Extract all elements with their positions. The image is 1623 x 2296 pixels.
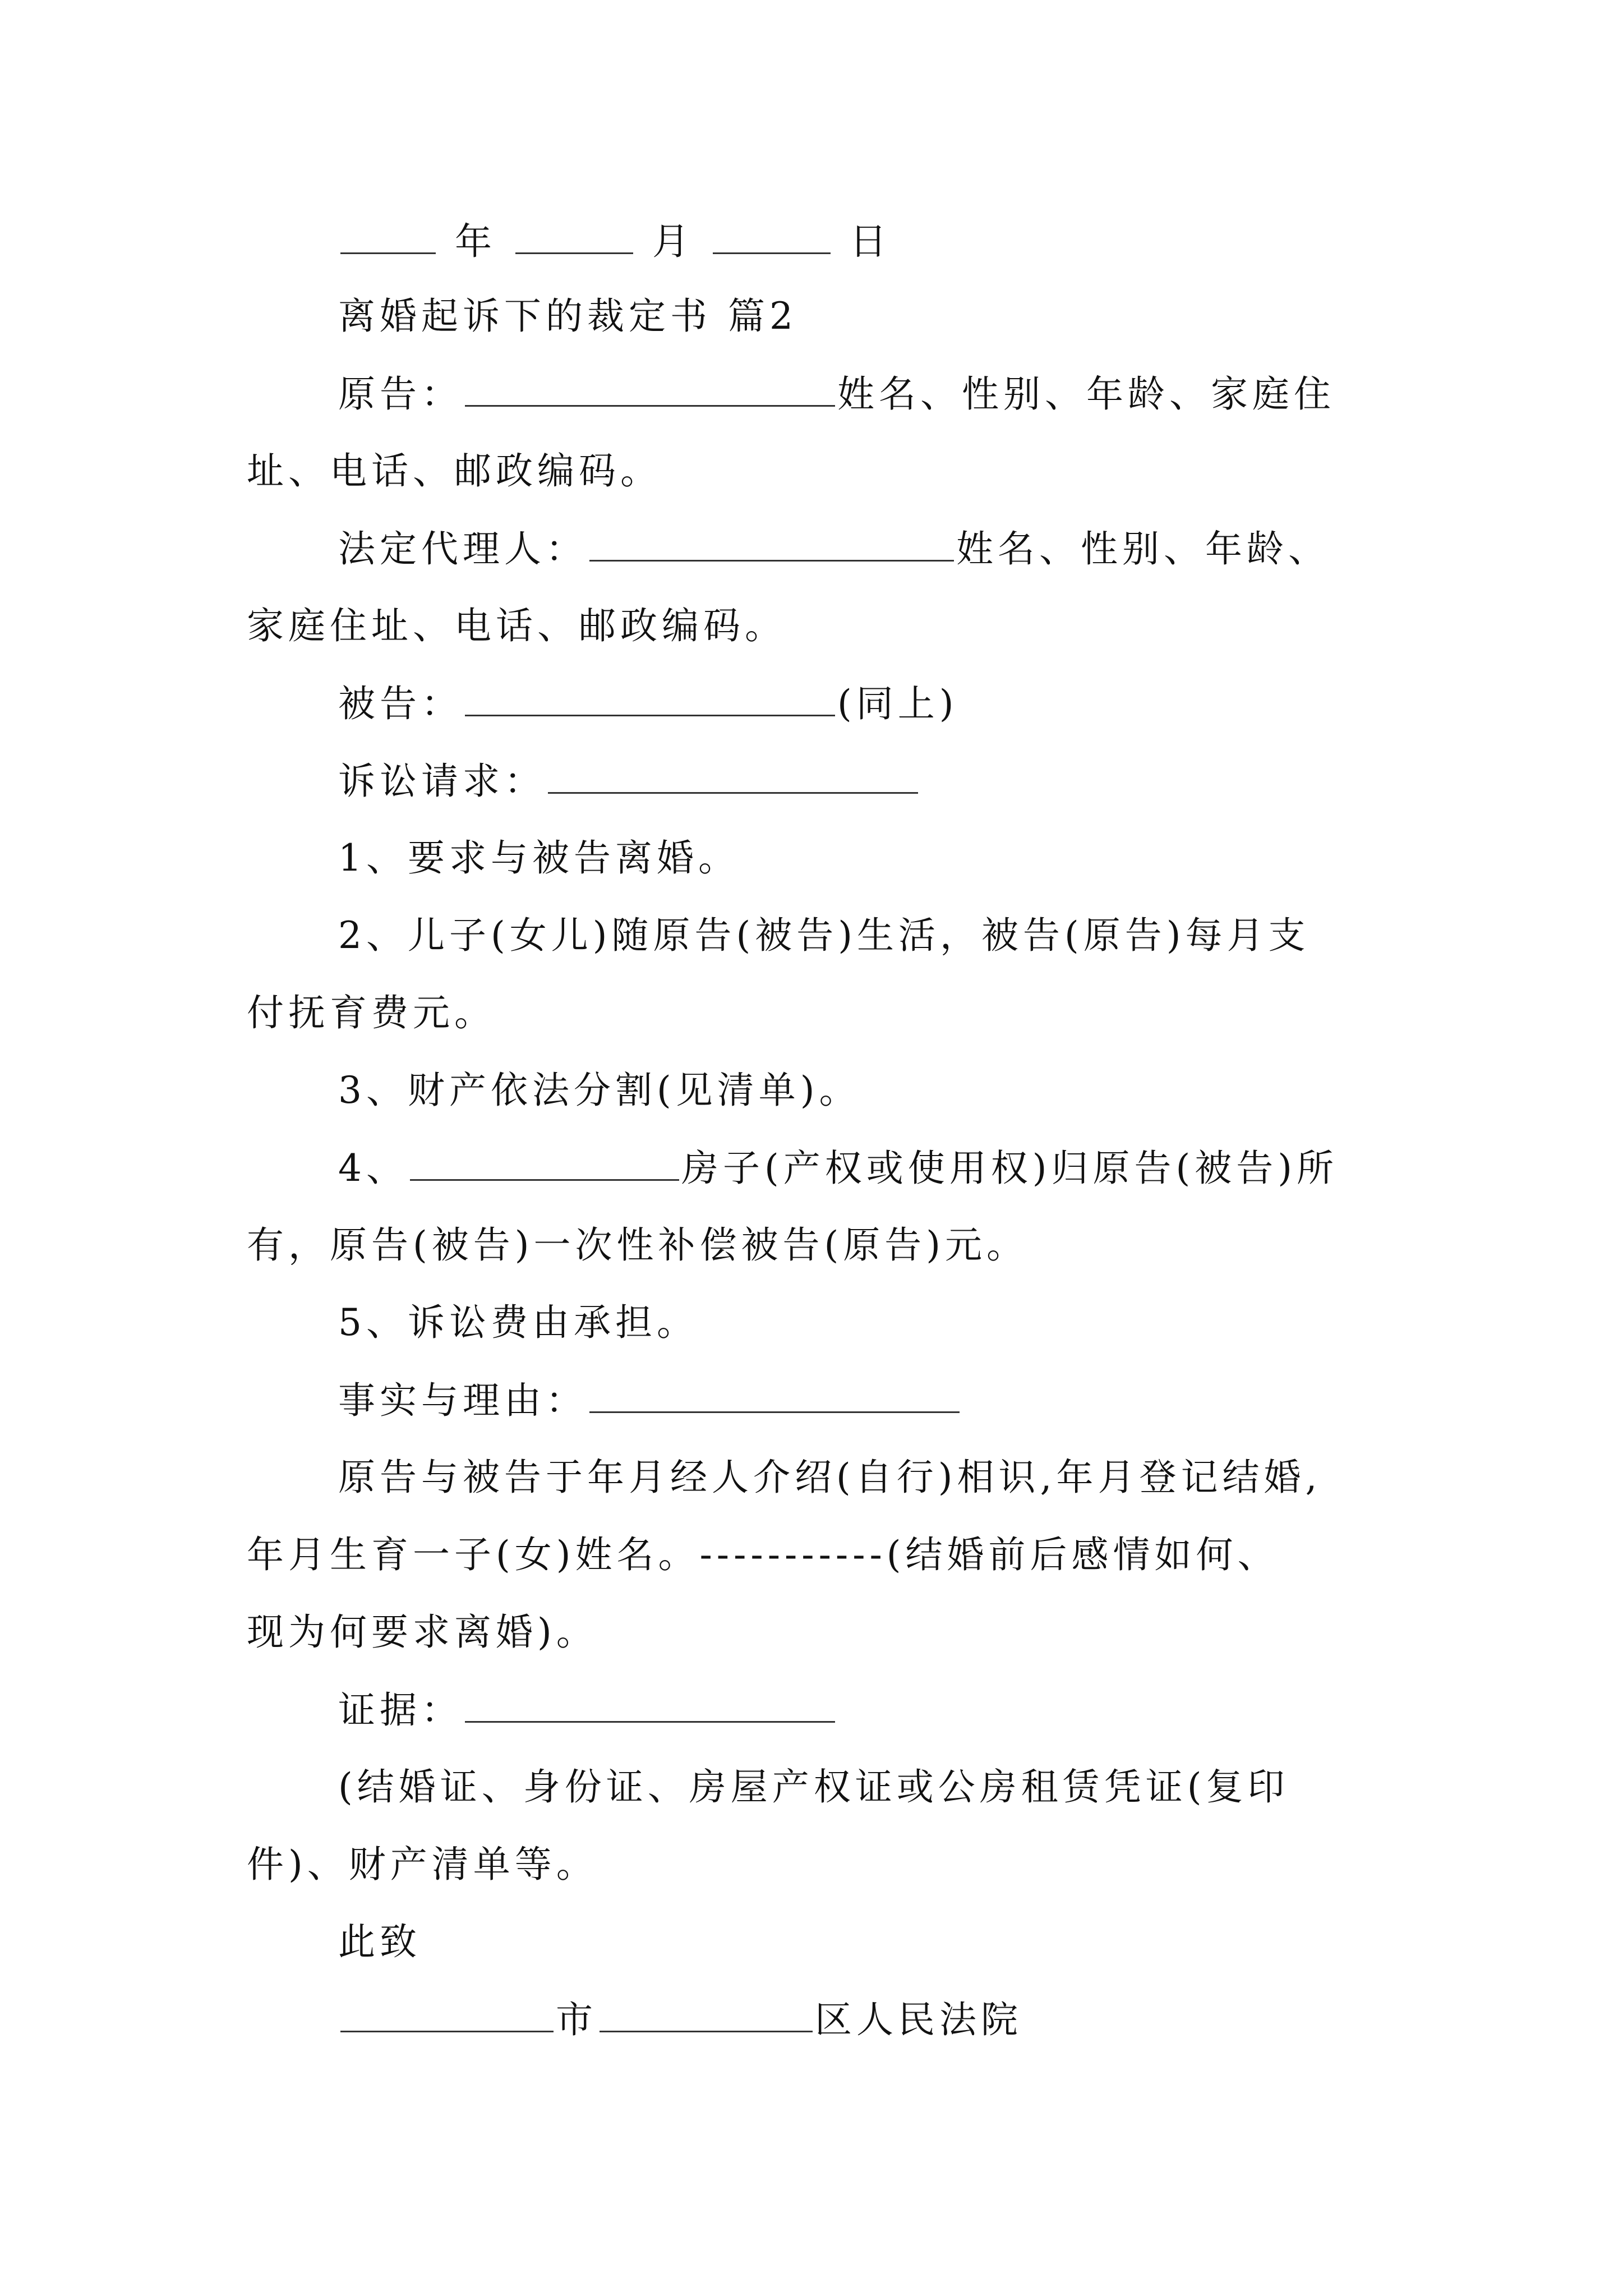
claims-blank[interactable]: [548, 758, 918, 794]
claim-4-tail: 房子(产权或使用权)归原告(被告)所: [681, 1147, 1338, 1190]
claim-4-blank[interactable]: [410, 1145, 679, 1181]
agent-line: [338, 526, 1330, 572]
evidence-line: [338, 1687, 837, 1733]
plaintiff-label: 原告：: [338, 372, 463, 416]
date-line: [338, 219, 908, 264]
facts-text-3: 现为何要求离婚)。: [247, 1611, 598, 1654]
claim-2-cont: 付抚育费元。: [247, 991, 496, 1034]
agent-cont: 家庭住址、电话、邮政编码。: [247, 604, 786, 647]
facts-label: 事实与理由：: [338, 1379, 587, 1422]
plaintiff-cont: 址、电话、邮政编码。: [247, 449, 662, 493]
agent-label: 法定代理人：: [338, 527, 587, 570]
day-blank[interactable]: [713, 219, 831, 254]
facts-blank[interactable]: [589, 1378, 960, 1413]
agent-tail: 姓名、性别、年龄、: [956, 527, 1330, 570]
day-label: 日: [850, 220, 891, 263]
claims-line: [338, 758, 920, 804]
district-label: 区人民法院: [815, 1998, 1022, 2041]
month-blank[interactable]: [515, 219, 633, 254]
claim-4-cont: 有，原告(被告)一次性补偿被告(原告)元。: [247, 1223, 1028, 1267]
claim-2: 2、儿子(女儿)随原告(被告)生活，被告(原告)每月支: [338, 914, 1310, 957]
district-blank[interactable]: [600, 1997, 813, 2032]
evidence-text-1: (结婚证、身份证、房屋产权证或公房租赁凭证(复印: [338, 1765, 1289, 1809]
claim-1: 1、要求与被告离婚。: [338, 836, 740, 880]
facts-text-1: 原告与被告于年月经人介绍(自行)相识,年月登记结婚,: [338, 1456, 1322, 1499]
year-label: 年: [455, 220, 496, 263]
evidence-blank[interactable]: [465, 1687, 835, 1723]
facts-text-2: 年月生育一子(女)姓名。-----------(结婚前后感情如何、: [247, 1533, 1279, 1576]
claim-3: 3、财产依法分割(见清单)。: [338, 1069, 861, 1112]
city-label: 市: [556, 1998, 597, 2041]
city-blank[interactable]: [340, 1997, 554, 2032]
court-line: [338, 1997, 1022, 2042]
plaintiff-tail: 姓名、性别、年龄、家庭住: [837, 372, 1335, 416]
claims-label: 诉讼请求：: [338, 760, 546, 803]
plaintiff-line: [338, 371, 1335, 417]
agent-blank[interactable]: [589, 526, 954, 562]
claim-5: 5、诉讼费由承担。: [338, 1301, 698, 1344]
defendant-blank[interactable]: [465, 681, 835, 716]
evidence-text-2: 件)、财产清单等。: [247, 1843, 598, 1886]
defendant-tail: (同上): [837, 682, 958, 725]
claim-4: [338, 1145, 1338, 1191]
defendant-line: [338, 681, 958, 726]
month-label: 月: [652, 220, 694, 263]
plaintiff-blank[interactable]: [465, 371, 835, 407]
defendant-label: 被告：: [338, 682, 463, 725]
year-blank[interactable]: [340, 219, 436, 254]
facts-line: [338, 1378, 962, 1423]
evidence-label: 证据：: [338, 1688, 463, 1732]
closing: 此致: [338, 1920, 421, 1963]
section-title: 离婚起诉下的裁定书 篇2: [338, 295, 797, 338]
claim-4-num: 4、: [338, 1147, 408, 1190]
